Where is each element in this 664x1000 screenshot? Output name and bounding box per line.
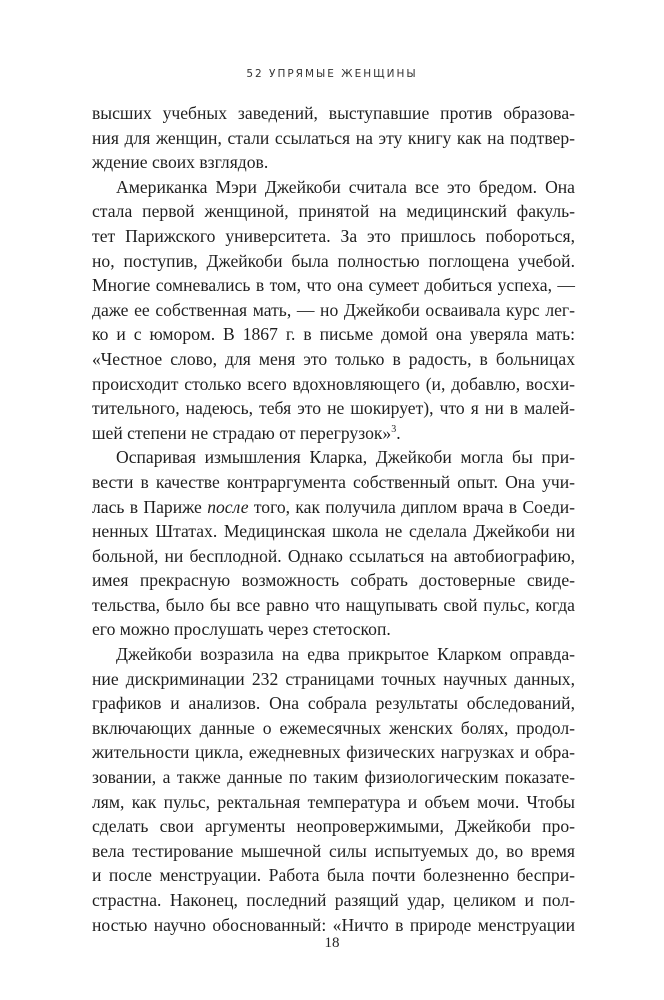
text-line: страстна. Наконец, последний разящий удар, целиком и пол-	[92, 890, 575, 910]
text-line: включающих данные о ежемесячных женских болях, продол-	[92, 717, 575, 738]
text-line: Американка Мэри Джейкоби считала все это бредом. Она	[116, 176, 575, 197]
paragraph-2	[92, 175, 575, 446]
text-line: тельства, было бы все равно что нащупывать свой пульс, когда	[92, 594, 575, 615]
text-line: ние дискриминации 232 страницами точных научных данных,	[92, 668, 575, 689]
text-line: имея прекрасную возможность собрать достоверные свиде-	[92, 570, 575, 591]
text-line: графиков и анализов. Она собрала результаты обследований,	[92, 693, 575, 714]
text-line: ко и с юмором. В 1867 г. в письме домой она уверяла мать:	[92, 324, 575, 345]
text-line: тет Парижского университета. За это пришлось побороться,	[92, 225, 575, 246]
text-line-content: шей степени не страдаю от перегрузок»	[92, 422, 392, 443]
text-line: зовании, а также данные по таким физиологическим показате-	[92, 767, 575, 788]
text-line	[92, 421, 575, 446]
text-line: даже ее собственная мать, — но Джейкоби осваивала курс лег-	[92, 299, 575, 320]
text-line: больной, ни бесплодной. Однако ссылаться на автобиографию,	[92, 545, 575, 566]
page-number: 18	[324, 935, 340, 951]
text-line	[92, 495, 575, 520]
text-line: ния для женщин, стали ссылаться на эту книгу как на подтвер-	[92, 127, 575, 148]
text-line: жительности цикла, ежедневных физических нагрузках и обра-	[92, 742, 575, 763]
text-line: Многие сомневались в том, что она сумеет добиться успеха, —	[92, 275, 575, 296]
paragraph-4	[92, 642, 575, 937]
italic-word: после	[207, 496, 249, 517]
paragraph-3	[92, 445, 575, 642]
text-line: сделать свои аргументы неопровержимыми, Джейкоби про-	[92, 816, 575, 837]
text-line: вела тестирование мышечной силы испытуемых до, во время	[92, 840, 575, 861]
body-text	[92, 101, 575, 937]
text-line: Оспаривая измышления Кларка, Джейкоби могла бы при-	[116, 447, 575, 468]
text-line: тительного, надеюсь, тебя это не шокирует), что я ни в малей-	[92, 398, 575, 419]
text-line: вести в качестве контраргумента собственный опыт. Она учи-	[92, 471, 575, 492]
text-line: высших учебных заведений, выступавшие против образова-	[92, 103, 575, 123]
text-line: и после менструации. Работа была почти болезненно беспри-	[92, 865, 575, 886]
paragraph-1	[92, 101, 575, 175]
text-line: ностью научно обоснованный: «Ничто в природе менструации	[92, 914, 575, 935]
text-fragment: лась в Париже	[92, 496, 208, 517]
text-line: ненных Штатах. Медицинская школа не сделала Джейкоби ни	[92, 521, 575, 542]
text-line: его можно прослушать через стетоскоп.	[92, 619, 391, 640]
text-line: но, поступив, Джейкоби была полностью поглощена учебой.	[92, 250, 575, 271]
text-fragment: того, как получила диплом врача в Соеди-	[248, 496, 575, 517]
text-line: стала первой женщиной, принятой на медицинский факуль-	[92, 201, 575, 222]
text-line: лям, как пульс, ректальная температура и объем мочи. Чтобы	[92, 791, 575, 812]
text-line: «Честное слово, для меня это только в радость, в больницах	[92, 348, 575, 369]
sentence-end: .	[396, 422, 401, 443]
footnote-marker[interactable]: 3	[391, 423, 397, 435]
text-line: Джейкоби возразила на едва прикрытое Кларком оправда-	[116, 644, 575, 665]
running-header: 52 УПРЯМЫЕ ЖЕНЩИНЫ	[246, 68, 418, 80]
text-line: ждение своих взглядов.	[92, 152, 269, 173]
text-line: происходит столько всего вдохновляющего (и, добавлю, восхи-	[92, 373, 575, 394]
